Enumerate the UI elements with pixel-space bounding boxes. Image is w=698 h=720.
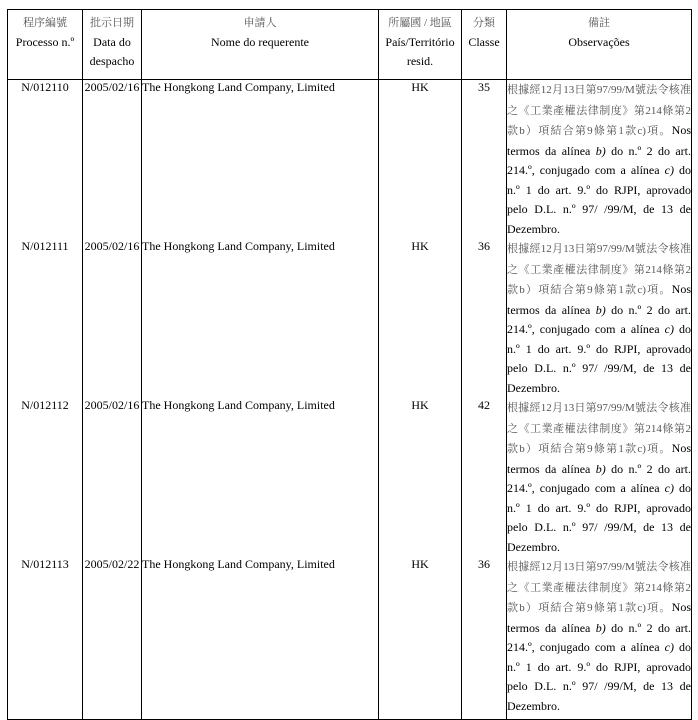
cell-processo: N/012110 <box>8 80 83 240</box>
header-nome: 申請人 Nome do requerente <box>142 10 379 80</box>
obs-portuguese-3: do n.º 1 do art. 9.º do RJPI, aprovado pelo D.L. n.º 97/ /99/M, de 13 de Dezembro. <box>507 481 692 554</box>
cell-classe: 36 <box>462 239 507 398</box>
header-classe: 分類 Classe <box>462 10 507 80</box>
obs-portuguese-1: Nos termos da alínea <box>507 123 691 158</box>
cell-nome: The Hongkong Land Company, Limited <box>142 80 379 240</box>
obs-alinea-b: b) <box>595 620 606 635</box>
cell-observacoes <box>507 557 692 719</box>
cell-data: 2005/02/22 <box>83 557 142 719</box>
obs-chinese: 根據經12月13日第97/99/M號法令核准之《工業產權法律制度》第214條第2款b）項結合第9條第1款c)項。 <box>507 243 691 296</box>
cell-nome: The Hongkong Land Company, Limited <box>142 557 379 719</box>
obs-portuguese-3: do n.º 1 do art. 9.º do RJPI, aprovado pelo D.L. n.º 97/ /99/M, de 13 de Dezembro. <box>507 640 692 713</box>
cell-nome: The Hongkong Land Company, Limited <box>142 398 379 557</box>
obs-portuguese-3: do n.º 1 do art. 9.º do RJPI, aprovado pelo D.L. n.º 97/ /99/M, de 13 de Dezembro. <box>507 163 692 236</box>
obs-alinea-b: b) <box>595 302 606 317</box>
cell-classe: 36 <box>462 557 507 719</box>
cell-data: 2005/02/16 <box>83 398 142 557</box>
header-processo: 程序編號 Processo n.º <box>8 10 83 80</box>
obs-chinese: 根據經12月13日第97/99/M號法令核准之《工業產權法律制度》第214條第2款b）項結合第9條第1款c)項。 <box>507 402 691 455</box>
obs-portuguese-1: Nos termos da alínea <box>507 282 691 317</box>
cell-data: 2005/02/16 <box>83 80 142 240</box>
obs-alinea-c: c) <box>664 640 674 654</box>
cell-nome: The Hongkong Land Company, Limited <box>142 239 379 398</box>
obs-portuguese-2: do n.º 2 do art. 214.º, conjugado com a alínea <box>507 620 691 654</box>
obs-alinea-c: c) <box>664 322 674 336</box>
cell-classe: 35 <box>462 80 507 240</box>
obs-alinea-b: b) <box>595 461 606 476</box>
obs-chinese: 根據經12月13日第97/99/M號法令核准之《工業產權法律制度》第214條第2款b）項結合第9條第1款c)項。 <box>507 561 691 614</box>
table-row <box>8 80 692 240</box>
obs-portuguese-2: do n.º 2 do art. 214.º, conjugado com a alínea <box>507 302 691 336</box>
registry-table <box>7 9 692 720</box>
obs-portuguese-1: Nos termos da alínea <box>507 600 691 635</box>
obs-portuguese-2: do n.º 2 do art. 214.º, conjugado com a alínea <box>507 461 691 495</box>
cell-processo: N/012111 <box>8 239 83 398</box>
header-row <box>8 10 692 80</box>
table-row <box>8 398 692 557</box>
obs-alinea-c: c) <box>664 481 674 495</box>
obs-alinea-b: b) <box>595 143 606 158</box>
header-data: 批示日期 Data do despacho <box>83 10 142 80</box>
table-row <box>8 239 692 398</box>
cell-pais: HK <box>379 398 462 557</box>
cell-observacoes <box>507 398 692 557</box>
cell-observacoes <box>507 239 692 398</box>
cell-data: 2005/02/16 <box>83 239 142 398</box>
header-pais: 所屬國 / 地區 País/Território resid. <box>379 10 462 80</box>
cell-pais: HK <box>379 80 462 240</box>
obs-portuguese-3: do n.º 1 do art. 9.º do RJPI, aprovado pelo D.L. n.º 97/ /99/M, de 13 de Dezembro. <box>507 322 692 395</box>
header-obs: 備註 Observações <box>507 10 692 80</box>
obs-chinese: 根據經12月13日第97/99/M號法令核准之《工業產權法律制度》第214條第2款b）項結合第9條第1款c)項。 <box>507 84 691 137</box>
cell-observacoes <box>507 80 692 240</box>
cell-classe: 42 <box>462 398 507 557</box>
obs-portuguese-2: do n.º 2 do art. 214.º, conjugado com a alínea <box>507 143 691 177</box>
obs-alinea-c: c) <box>664 163 674 177</box>
obs-portuguese-1: Nos termos da alínea <box>507 441 691 476</box>
table-row <box>8 557 692 719</box>
cell-processo: N/012112 <box>8 398 83 557</box>
cell-processo: N/012113 <box>8 557 83 719</box>
cell-pais: HK <box>379 239 462 398</box>
cell-pais: HK <box>379 557 462 719</box>
